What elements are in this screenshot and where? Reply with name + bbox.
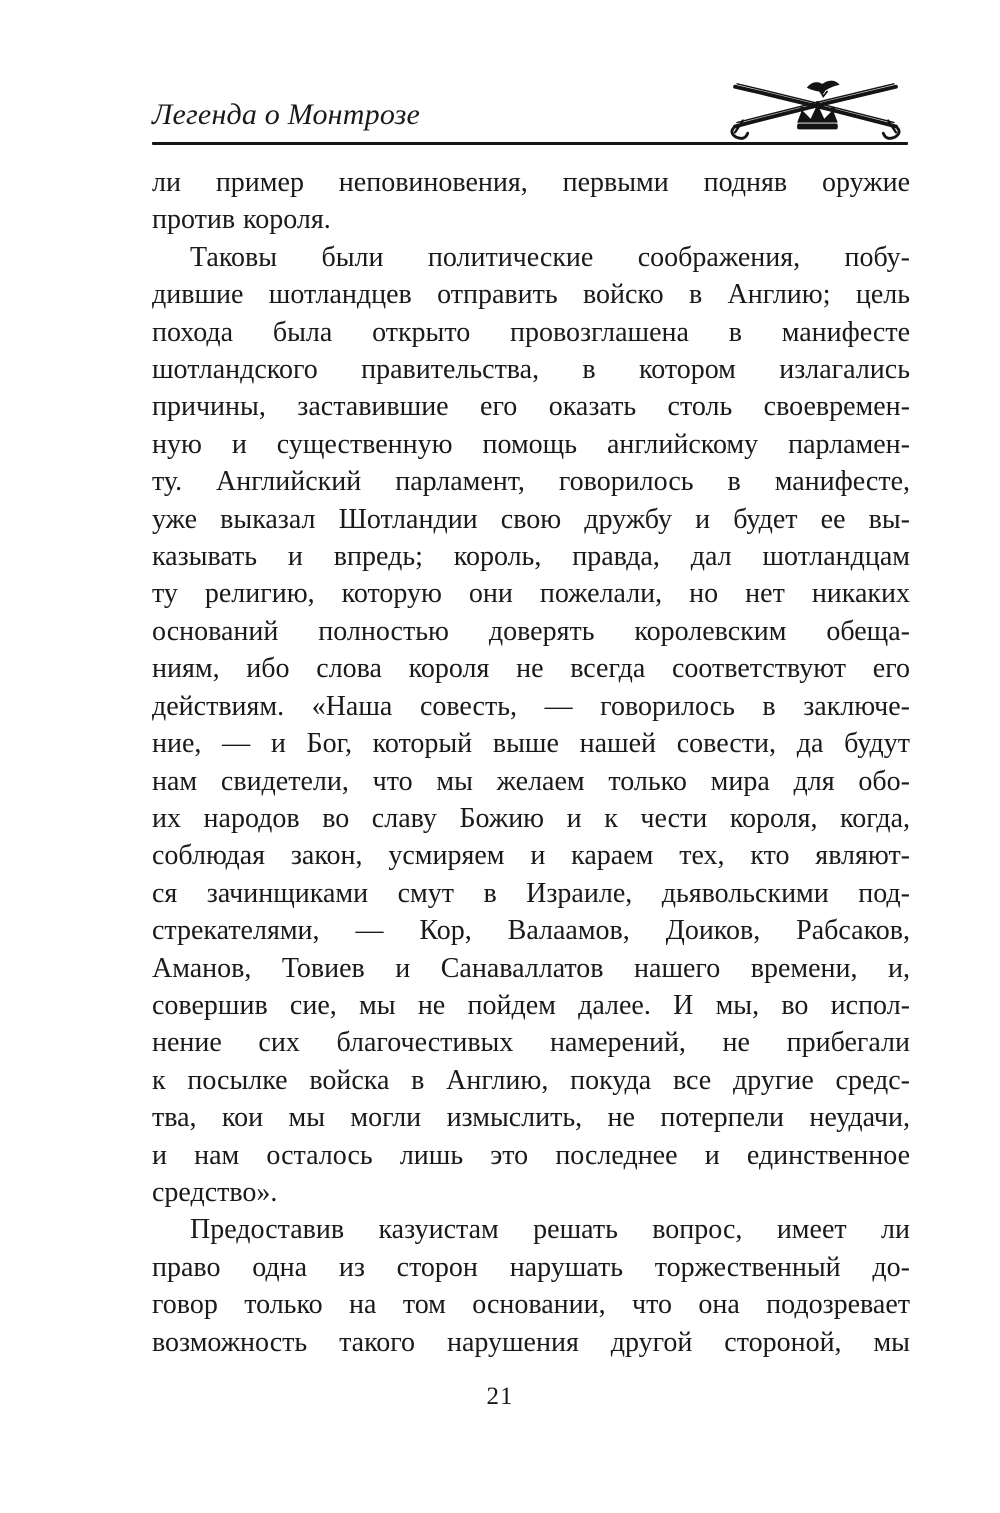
text-line: и нам осталось лишь это последнее и единственное <box>152 1139 910 1171</box>
text-line: Предоставив казуистам решать вопрос, имеет ли <box>190 1214 910 1246</box>
text-line: Таковы были политические соображения, побу- <box>190 241 910 273</box>
text-line: казывать и впредь; король, правда, дал шотландцам <box>152 541 910 573</box>
text-line: действиям. «Наша совесть, — говорилось в заключе- <box>152 690 910 722</box>
paragraph <box>152 1211 910 1361</box>
text-line: их народов во славу Божию и к чести короля, когда, <box>152 802 910 834</box>
page-number: 21 <box>486 1383 514 1410</box>
text-line: Аманов, Товиев и Санаваллатов нашего времени, и, <box>152 952 910 984</box>
page-header <box>152 76 908 145</box>
text-line: совершив сие, мы не пойдем далее. И мы, во испол- <box>152 989 910 1021</box>
text-line: тва, кои мы могли измыслить, не потерпели неудачи, <box>152 1102 910 1134</box>
text-line: похода была открыто провозглашена в манифесте <box>152 316 910 348</box>
text-line: ту религию, которую они пожелали, но нет никаких <box>152 578 910 610</box>
header-rule-divider <box>152 142 908 145</box>
text-line: ную и существенную помощь английскому парламен- <box>152 428 910 460</box>
text-line: соблюдая закон, усмиряем и караем тех, кто являют- <box>152 840 910 872</box>
text-line: дившие шотландцев отправить войско в Англию; цель <box>152 279 910 311</box>
running-title: Легенда о Монтрозе <box>152 98 421 131</box>
header-row <box>152 76 908 140</box>
text-line: оснований полностью доверять королевским обеща- <box>152 615 910 647</box>
text-line: ту. Английский парламент, говорилось в манифесте, <box>152 466 910 498</box>
text-line: стрекателями, — Кор, Валаамов, Доиков, Рабсаков, <box>152 915 910 947</box>
text-line: возможность такого нарушения другой стороной, мы <box>152 1326 910 1358</box>
text-line: ли пример неповиновения, первыми подняв оружие <box>152 167 910 198</box>
text-line: причины, заставившие его оказать столь своевремен- <box>152 391 910 423</box>
paragraph <box>152 164 910 239</box>
body-text <box>152 164 910 1361</box>
text-line: ся зачинщиками смут в Израиле, дьявольскими под- <box>152 877 910 909</box>
text-line: говор только на том основании, что она подозревает <box>152 1289 910 1321</box>
text-line: ние, — и Бог, который выше нашей совести, да будут <box>152 728 910 760</box>
text-line: уже выказал Шотландии свою дружбу и будет ее вы- <box>152 503 910 535</box>
text-line: к посылке войска в Англию, покуда все другие средс- <box>152 1064 910 1096</box>
text-line: шотландского правительства, в котором излагались <box>152 354 910 386</box>
text-line: против короля. <box>152 204 331 236</box>
text-line: право одна из сторон нарушать торжественный до- <box>152 1251 910 1283</box>
text-line: ниям, ибо слова короля не всегда соответствуют его <box>152 653 910 685</box>
text-line: нам свидетели, что мы желаем только мира для обо- <box>152 765 910 797</box>
text-line: средство». <box>152 1176 278 1208</box>
crossed-sabers-crown-icon <box>723 78 908 140</box>
text-line: нение сих благочестивых намерений, не прибегали <box>152 1027 910 1059</box>
paragraph <box>152 239 910 1212</box>
